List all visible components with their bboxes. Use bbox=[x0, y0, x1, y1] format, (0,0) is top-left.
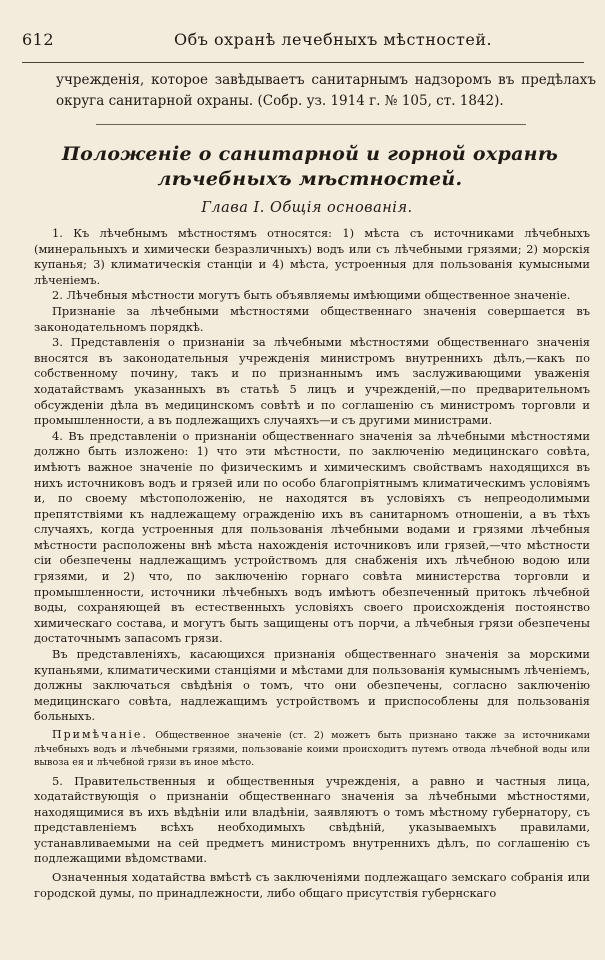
paragraph-1: 1. Къ лѣчебнымъ мѣстностямъ относятся: 1) мѣста съ источниками лѣчебныхъ (минеральныхъ и химически безразличныхъ) водъ или съ лѣчебными грязями; 2) морскія купанья; 3) климатическія станціи и 4) мѣста, устроенныя для пользованія кумысными лѣченіемъ. bbox=[34, 226, 590, 287]
section-divider bbox=[96, 124, 526, 125]
paragraph-5: 5. Правительственныя и общественныя учрежденія, а равно и частныя лица, ходатайствующія о признаніи общественнаго значенія за лѣчебными мѣстностями, находящимися въ ихъ вѣдѣніи или владѣніи, заявляютъ о томъ мѣстному губернатору, съ представленіемъ всѣхъ необходимыхъ свѣдѣній, указываемыхъ правилами, устанавливаемыми на сей предметъ министромъ внутреннихъ дѣлъ, по соглашенію съ подлежащими вѣдомствами. bbox=[34, 773, 590, 866]
paragraph-2: 2. Лѣчебныя мѣстности могутъ быть объявляемы имѣющими общественное значеніе. bbox=[52, 288, 571, 303]
section-title: Положеніе о санитарной и горной охранѣ лѣчебныхъ мѣстностей. bbox=[61, 143, 559, 190]
paragraph-4-cont: Въ представленіяхъ, касающихся признанія общественнаго значенія за морскими купаньями, климатическими станціями и мѣстами для пользованія кумыснымъ лѣченіемъ, должны заключаться свѣдѣнія о томъ, что они обезпечены, согласно заключенію медицинскаго совѣта, надлежащимъ устройствомъ и приспособлены для пользованія больныхъ. bbox=[34, 647, 590, 724]
page-number: 612 bbox=[22, 30, 55, 49]
continuation-text: учрежденія, которое завѣдываетъ санитарнымъ надзоромъ въ предѣлахъ округа санитарной охраны. (Собр. уз. 1914 г. № 105, ст. 1842). bbox=[56, 72, 596, 109]
note bbox=[34, 728, 590, 770]
running-head: Объ охранѣ лечебныхъ мѣстностей. bbox=[174, 30, 493, 49]
header-rule bbox=[22, 62, 584, 63]
chapter-heading: Глава I. Общія основанія. bbox=[201, 200, 413, 216]
paragraph-5-cont: Означенныя ходатайства вмѣстѣ съ заключеніями подлежащаго земскаго собранія или городской думы, по принадлежности, либо общаго присутствія губернскаго bbox=[34, 870, 590, 900]
paragraph-2-cont: Признаніе за лѣчебными мѣстностями общественнаго значенія совершается въ законодательномъ порядкѣ. bbox=[34, 303, 590, 334]
article-body bbox=[34, 226, 590, 901]
paragraph-4: 4. Въ представленіи о признаніи общественнаго значенія за лѣчебными мѣстностями должно быть изложено: 1) что эти мѣстности, по заключенію медицинскаго совѣта, имѣютъ важное значеніе по физическимъ и химическимъ свойствамъ находящихся въ нихъ источниковъ водъ и грязей или по особо благопріятнымъ климатическимъ условіямъ и, по своему мѣстоположенію, не находятся въ условіяхъ съ непреодолимыми препятствіями къ надлежащему огражденію ихъ въ санитарномъ отношеніи, а въ тѣхъ случаяхъ, когда устроенныя для пользованія лѣчебными водами и грязями лѣчебныя мѣстности расположены внѣ мѣста нахожденія источниковъ или грязей,—что мѣстности сіи обезпечены надлежащимъ устройствомъ для снабженія ихъ лѣчебною водою или грязями, и 2) что, по заключенію горнаго совѣта министерства торговли и промышленности, источники лѣчебныхъ водъ имѣютъ обезпеченный притокъ лѣчебной воды, сохраняющей въ естественныхъ условіяхъ своего происхожденія постоянство химическаго состава, и могутъ быть защищены отъ порчи, а лѣчебныя грязи обезпечены достаточнымъ запасомъ грязи. bbox=[34, 428, 590, 646]
page-header bbox=[22, 30, 592, 52]
paragraph-3: 3. Представленія о признаніи за лѣчебными мѣстностями общественнаго значенія вносятся въ законодательныя учрежденія министромъ внутреннихъ дѣлъ,—какъ по собственному почину, такъ и по признаннымъ имъ заслуживающими уваженія ходатайствамъ указанныхъ въ статьѣ 5 лицъ и учрежденій,—по предварительномъ обсужденіи дѣла въ медицинскомъ совѣтѣ и по соглашенію съ министромъ торговли и промышленности, а въ подлежащихъ случаяхъ—и съ другими министрами. bbox=[34, 335, 590, 428]
note-text: Общественное значеніе (ст. 2) можетъ быть признано также за источниками лѣчебныхъ водъ и лѣчебными грязями, пользованіе коими происходитъ путемъ отвода лѣчебной воды или вывоза ея и лѣчебной грязи въ иное мѣсто. bbox=[34, 730, 590, 768]
note-lead: Примѣчаніе. bbox=[52, 728, 148, 741]
